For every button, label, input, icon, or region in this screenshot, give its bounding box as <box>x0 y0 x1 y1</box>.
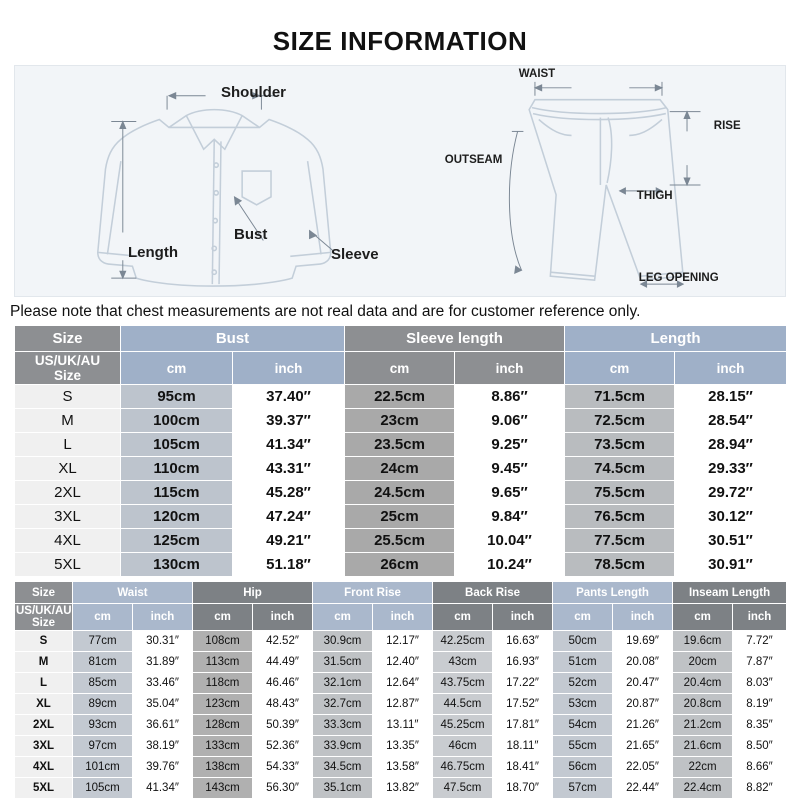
cell-length-inch: 28.54″ <box>675 409 787 433</box>
cell-back-rise-cm: 44.5cm <box>433 694 493 715</box>
cell-length-cm: 72.5cm <box>565 409 675 433</box>
table-row <box>15 505 787 529</box>
cell-size: 2XL <box>15 481 121 505</box>
cell-sleeve-inch: 10.24″ <box>455 553 565 577</box>
cell-pants-length-cm: 53cm <box>553 694 613 715</box>
table-group-header-row <box>15 582 787 604</box>
cell-waist-cm: 85cm <box>73 673 133 694</box>
cell-size: 2XL <box>15 715 73 736</box>
cell-waist-inch: 33.46″ <box>133 673 193 694</box>
unit-header-inseam-cm: cm <box>673 604 733 631</box>
page-title: SIZE INFORMATION <box>272 26 528 56</box>
cell-back-rise-inch: 17.81″ <box>493 715 553 736</box>
cell-hip-inch: 44.49″ <box>253 652 313 673</box>
size-header-line2: Size <box>53 368 81 383</box>
unit-header-front-rise-inch: inch <box>373 604 433 631</box>
cell-length-cm: 78.5cm <box>565 553 675 577</box>
cell-bust-inch: 41.34″ <box>233 433 345 457</box>
cell-sleeve-inch: 9.25″ <box>455 433 565 457</box>
shirt-diagram <box>15 66 431 296</box>
cell-bust-inch: 47.24″ <box>233 505 345 529</box>
cell-inseam-inch: 8.19″ <box>733 694 787 715</box>
cell-inseam-cm: 19.6cm <box>673 631 733 652</box>
cell-bust-cm: 95cm <box>121 385 233 409</box>
cell-back-rise-cm: 43cm <box>433 652 493 673</box>
cell-size: 4XL <box>15 757 73 778</box>
cell-back-rise-cm: 47.5cm <box>433 778 493 799</box>
table-row <box>15 385 787 409</box>
group-header-front-rise: Front Rise <box>313 582 433 604</box>
cell-inseam-cm: 20cm <box>673 652 733 673</box>
cell-back-rise-inch: 18.41″ <box>493 757 553 778</box>
table-group-header-row <box>15 326 787 352</box>
cell-length-inch: 30.51″ <box>675 529 787 553</box>
cell-hip-inch: 42.52″ <box>253 631 313 652</box>
outseam-label: OUTSEAM <box>444 154 503 166</box>
cell-sleeve-cm: 26cm <box>345 553 455 577</box>
unit-header-sleeve-cm: cm <box>345 352 455 385</box>
cell-front-rise-inch: 12.40″ <box>373 652 433 673</box>
cell-inseam-inch: 8.35″ <box>733 715 787 736</box>
table-row <box>15 553 787 577</box>
unit-header-back-rise-cm: cm <box>433 604 493 631</box>
cell-size: S <box>15 631 73 652</box>
cell-waist-inch: 35.04″ <box>133 694 193 715</box>
cell-waist-inch: 39.76″ <box>133 757 193 778</box>
cell-pants-length-inch: 21.26″ <box>613 715 673 736</box>
cell-front-rise-cm: 31.5cm <box>313 652 373 673</box>
cell-hip-cm: 143cm <box>193 778 253 799</box>
cell-pants-length-inch: 22.05″ <box>613 757 673 778</box>
cell-back-rise-inch: 17.52″ <box>493 694 553 715</box>
bust-label: Bust <box>234 226 268 243</box>
cell-hip-inch: 52.36″ <box>253 736 313 757</box>
cell-sleeve-cm: 24cm <box>345 457 455 481</box>
cell-waist-cm: 105cm <box>73 778 133 799</box>
cell-size: 3XL <box>15 736 73 757</box>
tops-size-table <box>14 325 787 577</box>
table-unit-header-row <box>15 352 787 385</box>
disclaimer-note: Please note that chest measurements are not real data and are for customer reference only. <box>10 303 641 320</box>
unit-header-waist-cm: cm <box>73 604 133 631</box>
cell-back-rise-inch: 16.93″ <box>493 652 553 673</box>
shoulder-label: Shoulder <box>221 84 287 101</box>
cell-size: 4XL <box>15 529 121 553</box>
thigh-label: THIGH <box>636 190 673 202</box>
table-row <box>15 409 787 433</box>
unit-header-bust-cm: cm <box>121 352 233 385</box>
cell-waist-cm: 77cm <box>73 631 133 652</box>
cell-pants-length-cm: 52cm <box>553 673 613 694</box>
cell-sleeve-inch: 9.45″ <box>455 457 565 481</box>
cell-size: M <box>15 652 73 673</box>
cell-inseam-cm: 20.4cm <box>673 673 733 694</box>
table-row <box>15 529 787 553</box>
table-unit-header-row <box>15 604 787 631</box>
cell-inseam-cm: 21.6cm <box>673 736 733 757</box>
cell-pants-length-cm: 54cm <box>553 715 613 736</box>
cell-sleeve-cm: 25cm <box>345 505 455 529</box>
table-row <box>15 457 787 481</box>
cell-size: XL <box>15 694 73 715</box>
group-header-hip: Hip <box>193 582 313 604</box>
cell-length-cm: 76.5cm <box>565 505 675 529</box>
cell-length-inch: 30.12″ <box>675 505 787 529</box>
cell-sleeve-cm: 22.5cm <box>345 385 455 409</box>
cell-front-rise-inch: 13.35″ <box>373 736 433 757</box>
cell-waist-inch: 38.19″ <box>133 736 193 757</box>
cell-hip-inch: 54.33″ <box>253 757 313 778</box>
cell-back-rise-inch: 16.63″ <box>493 631 553 652</box>
table-row <box>15 778 787 799</box>
group-header-inseam-length: Inseam Length <box>673 582 787 604</box>
cell-bust-inch: 43.31″ <box>233 457 345 481</box>
cell-inseam-cm: 22.4cm <box>673 778 733 799</box>
leg-opening-label: LEG OPENING <box>638 272 719 284</box>
cell-bust-cm: 105cm <box>121 433 233 457</box>
group-header-back-rise: Back Rise <box>433 582 553 604</box>
cell-front-rise-inch: 13.58″ <box>373 757 433 778</box>
cell-back-rise-inch: 18.11″ <box>493 736 553 757</box>
size-header-line1: US/UK/AU <box>34 353 101 368</box>
cell-waist-inch: 31.89″ <box>133 652 193 673</box>
cell-back-rise-cm: 45.25cm <box>433 715 493 736</box>
cell-inseam-cm: 20.8cm <box>673 694 733 715</box>
cell-pants-length-inch: 19.69″ <box>613 631 673 652</box>
unit-header-bust-inch: inch <box>233 352 345 385</box>
cell-back-rise-inch: 17.22″ <box>493 673 553 694</box>
waist-label: WAIST <box>518 68 556 80</box>
unit-header-sleeve-inch: inch <box>455 352 565 385</box>
cell-sleeve-inch: 10.04″ <box>455 529 565 553</box>
cell-inseam-inch: 8.50″ <box>733 736 787 757</box>
cell-back-rise-cm: 42.25cm <box>433 631 493 652</box>
table-row <box>15 673 787 694</box>
table-row <box>15 757 787 778</box>
cell-hip-inch: 48.43″ <box>253 694 313 715</box>
measurement-diagram <box>14 65 786 297</box>
unit-header-hip-inch: inch <box>253 604 313 631</box>
unit-header-size <box>15 352 121 385</box>
cell-hip-inch: 46.46″ <box>253 673 313 694</box>
unit-header-size <box>15 604 73 631</box>
cell-size: S <box>15 385 121 409</box>
cell-inseam-inch: 8.03″ <box>733 673 787 694</box>
cell-sleeve-inch: 9.84″ <box>455 505 565 529</box>
cell-length-inch: 30.91″ <box>675 553 787 577</box>
cell-bust-cm: 120cm <box>121 505 233 529</box>
cell-bust-inch: 45.28″ <box>233 481 345 505</box>
cell-front-rise-cm: 34.5cm <box>313 757 373 778</box>
cell-size: 5XL <box>15 778 73 799</box>
cell-sleeve-inch: 9.65″ <box>455 481 565 505</box>
cell-bust-inch: 39.37″ <box>233 409 345 433</box>
cell-length-cm: 77.5cm <box>565 529 675 553</box>
cell-length-inch: 29.33″ <box>675 457 787 481</box>
group-header-waist: Waist <box>73 582 193 604</box>
group-header-pants-length: Pants Length <box>553 582 673 604</box>
cell-hip-cm: 133cm <box>193 736 253 757</box>
pants-size-table <box>14 581 787 799</box>
cell-size: 3XL <box>15 505 121 529</box>
group-header-bust: Bust <box>121 326 345 352</box>
cell-pants-length-inch: 21.65″ <box>613 736 673 757</box>
table-row <box>15 433 787 457</box>
unit-header-hip-cm: cm <box>193 604 253 631</box>
cell-front-rise-cm: 33.3cm <box>313 715 373 736</box>
cell-back-rise-cm: 46cm <box>433 736 493 757</box>
cell-length-cm: 75.5cm <box>565 481 675 505</box>
rise-label: RISE <box>713 120 741 132</box>
cell-size: L <box>15 433 121 457</box>
cell-pants-length-cm: 50cm <box>553 631 613 652</box>
cell-hip-cm: 113cm <box>193 652 253 673</box>
cell-back-rise-cm: 46.75cm <box>433 757 493 778</box>
cell-front-rise-inch: 12.64″ <box>373 673 433 694</box>
cell-pants-length-inch: 20.08″ <box>613 652 673 673</box>
table-row <box>15 736 787 757</box>
cell-sleeve-inch: 9.06″ <box>455 409 565 433</box>
cell-hip-inch: 50.39″ <box>253 715 313 736</box>
cell-sleeve-cm: 25.5cm <box>345 529 455 553</box>
cell-pants-length-cm: 51cm <box>553 652 613 673</box>
cell-inseam-inch: 8.66″ <box>733 757 787 778</box>
unit-header-pants-length-cm: cm <box>553 604 613 631</box>
table-row <box>15 715 787 736</box>
cell-sleeve-cm: 23.5cm <box>345 433 455 457</box>
cell-bust-cm: 115cm <box>121 481 233 505</box>
cell-sleeve-inch: 8.86″ <box>455 385 565 409</box>
cell-bust-cm: 100cm <box>121 409 233 433</box>
table-row <box>15 694 787 715</box>
cell-pants-length-cm: 57cm <box>553 778 613 799</box>
cell-length-inch: 29.72″ <box>675 481 787 505</box>
cell-hip-cm: 108cm <box>193 631 253 652</box>
table-row <box>15 481 787 505</box>
cell-front-rise-cm: 35.1cm <box>313 778 373 799</box>
cell-length-cm: 73.5cm <box>565 433 675 457</box>
cell-front-rise-cm: 33.9cm <box>313 736 373 757</box>
cell-length-inch: 28.15″ <box>675 385 787 409</box>
cell-bust-inch: 37.40″ <box>233 385 345 409</box>
group-header-length: Length <box>565 326 787 352</box>
cell-inseam-inch: 8.82″ <box>733 778 787 799</box>
cell-waist-cm: 81cm <box>73 652 133 673</box>
cell-bust-inch: 49.21″ <box>233 529 345 553</box>
cell-size: 5XL <box>15 553 121 577</box>
table-row <box>15 631 787 652</box>
group-header-size: Size <box>15 582 73 604</box>
group-header-size: Size <box>15 326 121 352</box>
cell-bust-inch: 51.18″ <box>233 553 345 577</box>
cell-pants-length-cm: 55cm <box>553 736 613 757</box>
cell-front-rise-inch: 12.17″ <box>373 631 433 652</box>
cell-pants-length-inch: 20.87″ <box>613 694 673 715</box>
cell-bust-cm: 110cm <box>121 457 233 481</box>
cell-waist-cm: 89cm <box>73 694 133 715</box>
pants-illustration <box>431 66 785 296</box>
cell-front-rise-inch: 13.11″ <box>373 715 433 736</box>
cell-pants-length-inch: 20.47″ <box>613 673 673 694</box>
cell-front-rise-cm: 32.7cm <box>313 694 373 715</box>
table-row <box>15 652 787 673</box>
cell-waist-cm: 97cm <box>73 736 133 757</box>
unit-header-waist-inch: inch <box>133 604 193 631</box>
unit-header-inseam-inch: inch <box>733 604 787 631</box>
cell-back-rise-cm: 43.75cm <box>433 673 493 694</box>
cell-hip-cm: 128cm <box>193 715 253 736</box>
cell-hip-inch: 56.30″ <box>253 778 313 799</box>
cell-length-cm: 74.5cm <box>565 457 675 481</box>
cell-inseam-inch: 7.72″ <box>733 631 787 652</box>
cell-pants-length-cm: 56cm <box>553 757 613 778</box>
unit-header-front-rise-cm: cm <box>313 604 373 631</box>
cell-hip-cm: 138cm <box>193 757 253 778</box>
size-header-line1: US/UK/AU <box>16 605 72 617</box>
pants-diagram <box>431 66 785 296</box>
cell-hip-cm: 123cm <box>193 694 253 715</box>
cell-size: M <box>15 409 121 433</box>
cell-inseam-inch: 7.87″ <box>733 652 787 673</box>
cell-waist-cm: 101cm <box>73 757 133 778</box>
cell-waist-inch: 30.31″ <box>133 631 193 652</box>
cell-waist-inch: 36.61″ <box>133 715 193 736</box>
unit-header-back-rise-inch: inch <box>493 604 553 631</box>
cell-front-rise-cm: 32.1cm <box>313 673 373 694</box>
cell-waist-inch: 41.34″ <box>133 778 193 799</box>
unit-header-length-inch: inch <box>675 352 787 385</box>
cell-front-rise-inch: 13.82″ <box>373 778 433 799</box>
cell-inseam-cm: 22cm <box>673 757 733 778</box>
cell-hip-cm: 118cm <box>193 673 253 694</box>
group-header-sleeve-length: Sleeve length <box>345 326 565 352</box>
cell-front-rise-inch: 12.87″ <box>373 694 433 715</box>
cell-sleeve-cm: 24.5cm <box>345 481 455 505</box>
cell-inseam-cm: 21.2cm <box>673 715 733 736</box>
cell-waist-cm: 93cm <box>73 715 133 736</box>
length-label: Length <box>128 244 178 261</box>
cell-length-inch: 28.94″ <box>675 433 787 457</box>
sleeve-label: Sleeve <box>331 246 379 263</box>
cell-bust-cm: 125cm <box>121 529 233 553</box>
cell-length-cm: 71.5cm <box>565 385 675 409</box>
cell-size: L <box>15 673 73 694</box>
cell-back-rise-inch: 18.70″ <box>493 778 553 799</box>
cell-bust-cm: 130cm <box>121 553 233 577</box>
unit-header-length-cm: cm <box>565 352 675 385</box>
unit-header-pants-length-inch: inch <box>613 604 673 631</box>
cell-front-rise-cm: 30.9cm <box>313 631 373 652</box>
size-header-line2: Size <box>31 617 55 629</box>
cell-pants-length-inch: 22.44″ <box>613 778 673 799</box>
cell-sleeve-cm: 23cm <box>345 409 455 433</box>
cell-size: XL <box>15 457 121 481</box>
